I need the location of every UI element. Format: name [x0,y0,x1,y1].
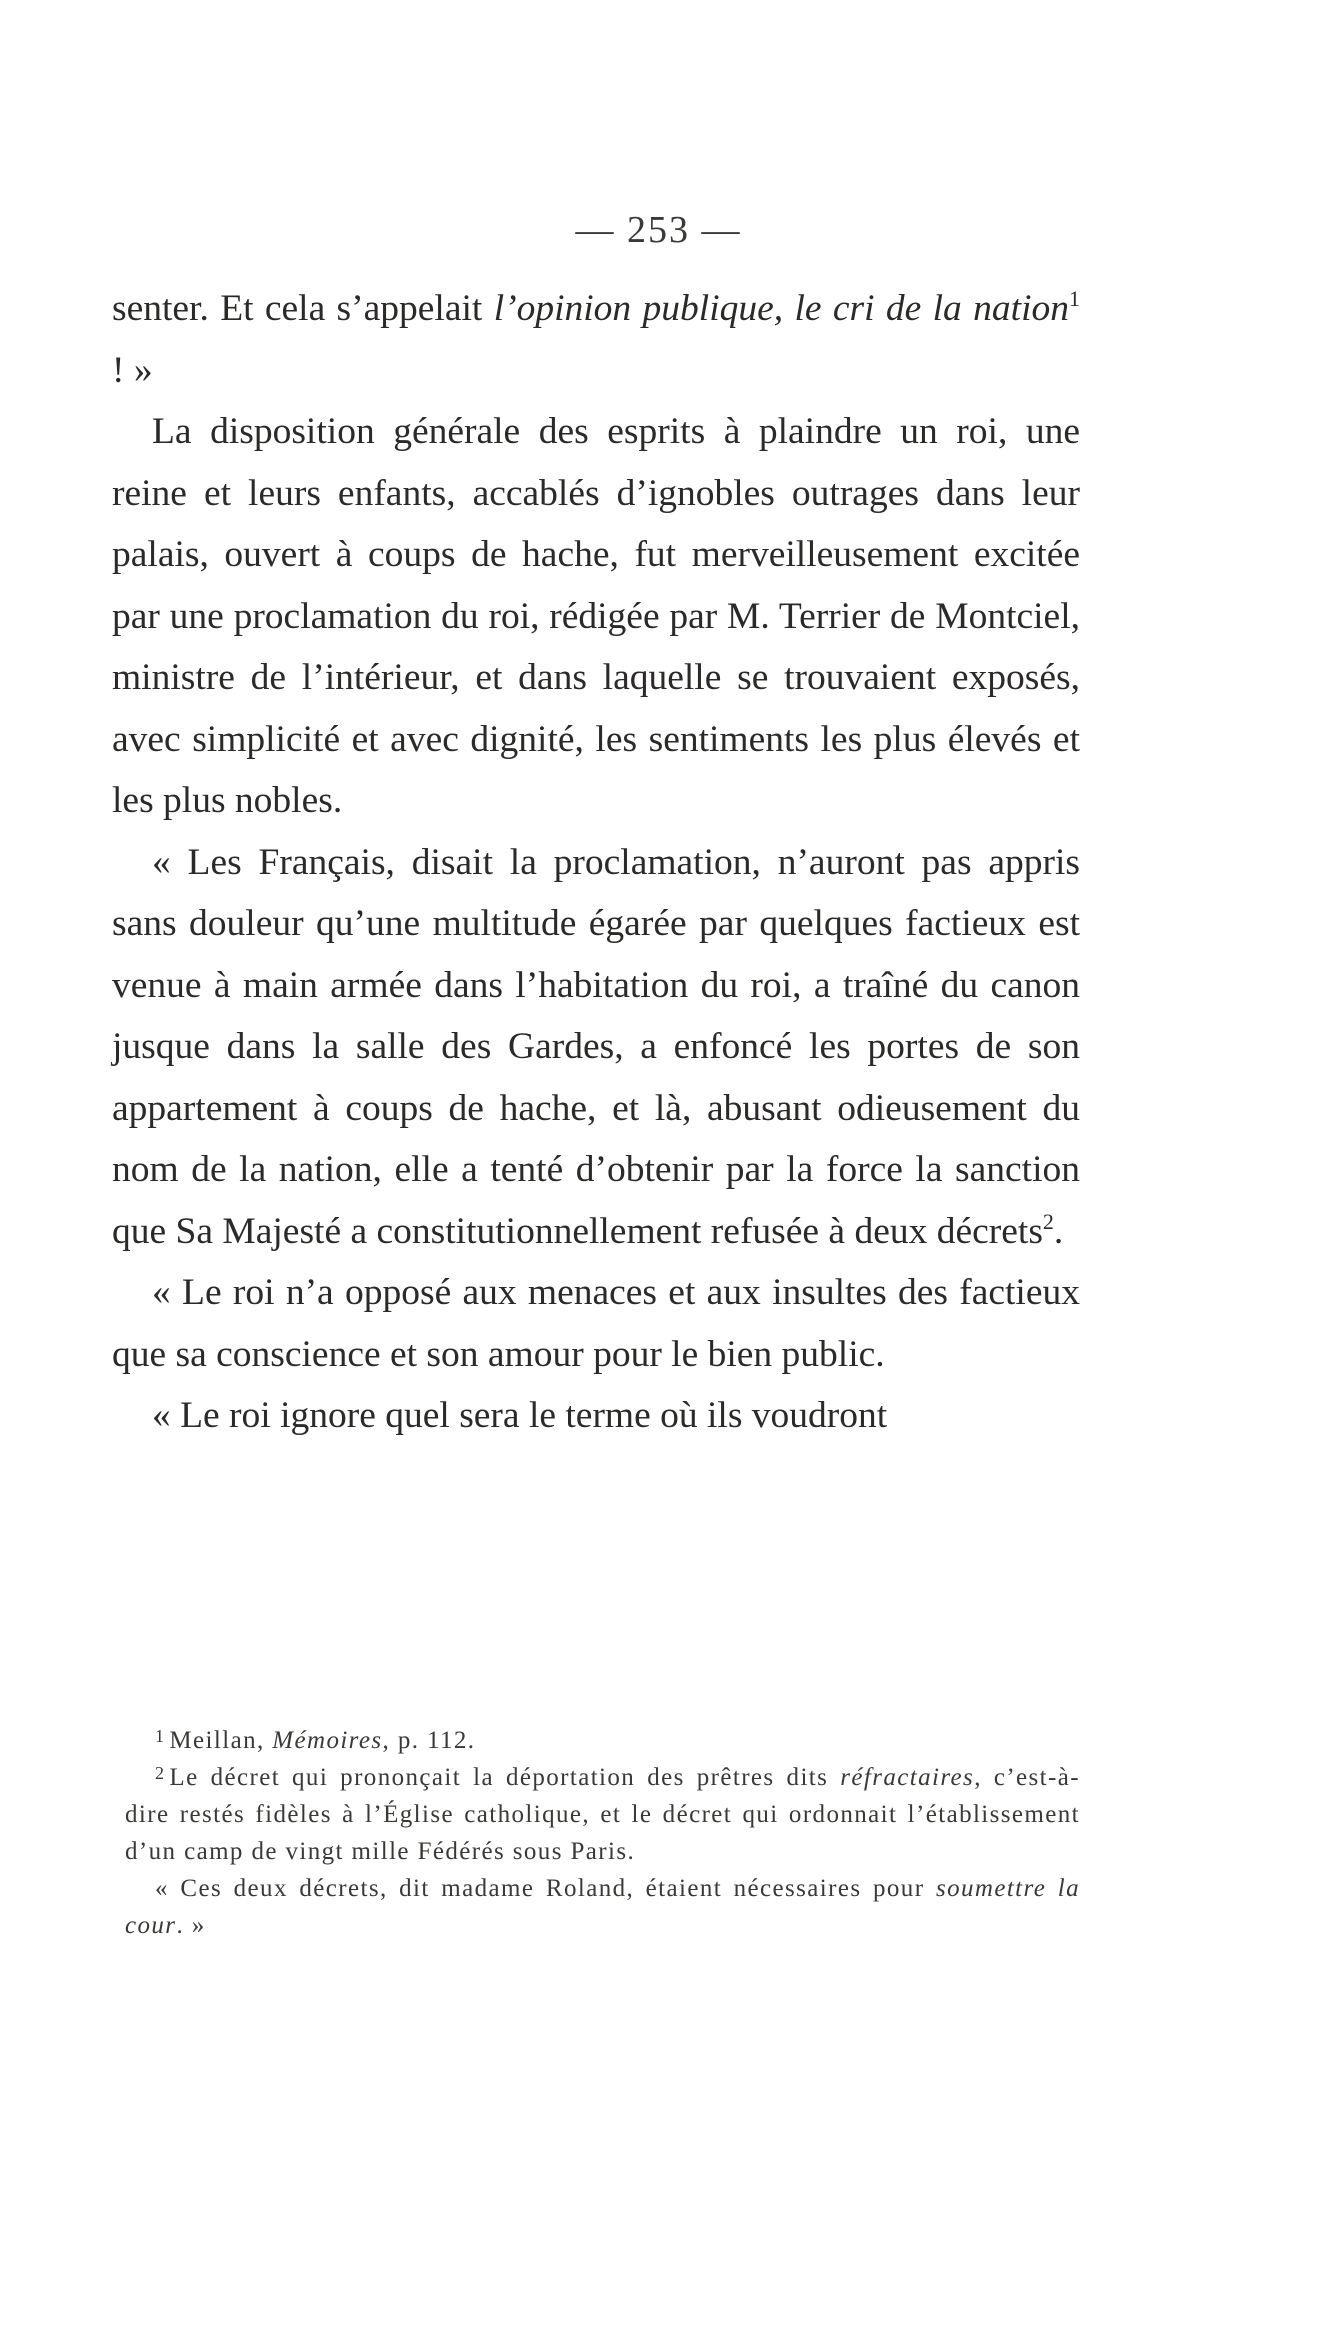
paragraph-1-italic: l’opinion publique, le cri de la nation [493,288,1069,329]
footnote-1-end: , p. 112. [382,1727,476,1754]
paragraph-3-end: . [1053,1210,1064,1252]
footnote-2 [125,1759,1080,1870]
footnote-3-italic: soumettre la cour [125,1875,1080,1939]
paragraph-4: « Le roi n’a opposé aux menaces et aux insultes des factieux que sa conscience et son amour pour le bien public. [112,1272,1080,1375]
footnote-2-end: , c’est-à-dire restés fidèles à l’Église catholique, et le décret qui ordonnait l’établissement d’un camp de vingt mille Fédérés sous Paris. [125,1764,1080,1865]
footnote-1-italic: Mémoires [272,1727,383,1754]
footnote-1 [125,1722,1080,1759]
footnote-2-text: Le décret qui prononçait la déportation des prêtres dits [169,1764,841,1791]
paragraph-1 [112,278,1080,401]
footnote-1-mark: 1 [155,1726,166,1746]
page-number: — 253 — [575,209,742,251]
footnote-1-text: Meillan, [169,1727,273,1754]
footnote-2-mark: 2 [155,1763,166,1783]
footnote-ref-2: 2 [1042,1208,1054,1234]
paragraph-5: « Le roi ignore quel sera le terme où ils voudront [152,1395,888,1436]
paragraph-1-end: ! » [112,349,153,391]
footnote-3-end: . » [176,1912,206,1939]
paragraph-3 [112,832,1080,1263]
paragraph-3-text: « Les Français, disait la proclamation, n’auront pas appris sans douleur qu’une multitude égarée par quelques factieux est venue à main armée dans l’habitation du roi, a traîné du canon jusque dans la salle des Gardes, a enfoncé les portes de son appartement à coups de hache, et là, abusant odieusement du nom de la nation, elle a tenté d’obtenir par la force la sanction que Sa Majesté a constitutionnellement refusée à deux décrets [112,841,1080,1252]
footnote-2-italic: réfractaires [840,1764,975,1791]
body-text [112,278,1080,1447]
footnote-ref-1: 1 [1069,286,1080,311]
paragraph-2: La disposition générale des esprits à plaindre un roi, une reine et leurs enfants, accablés d’ignobles outrages dans leur palais, ouvert à coups de hache, fut merveilleusement excitée par une proclamation du roi, rédigée par M. Terrier de Montciel, ministre de l’intérieur, et dans laquelle se trouvaient exposés, avec simplicité et avec dignité, les sentiments les plus élevés et les plus nobles. [112,411,1080,821]
footnote-3-text: « Ces deux décrets, dit madame Roland, étaient nécessaires pour [155,1875,936,1902]
paragraph-1-text: senter. Et cela s’appelait [112,288,494,329]
footnote-3 [125,1870,1080,1944]
footnotes [125,1722,1080,1944]
